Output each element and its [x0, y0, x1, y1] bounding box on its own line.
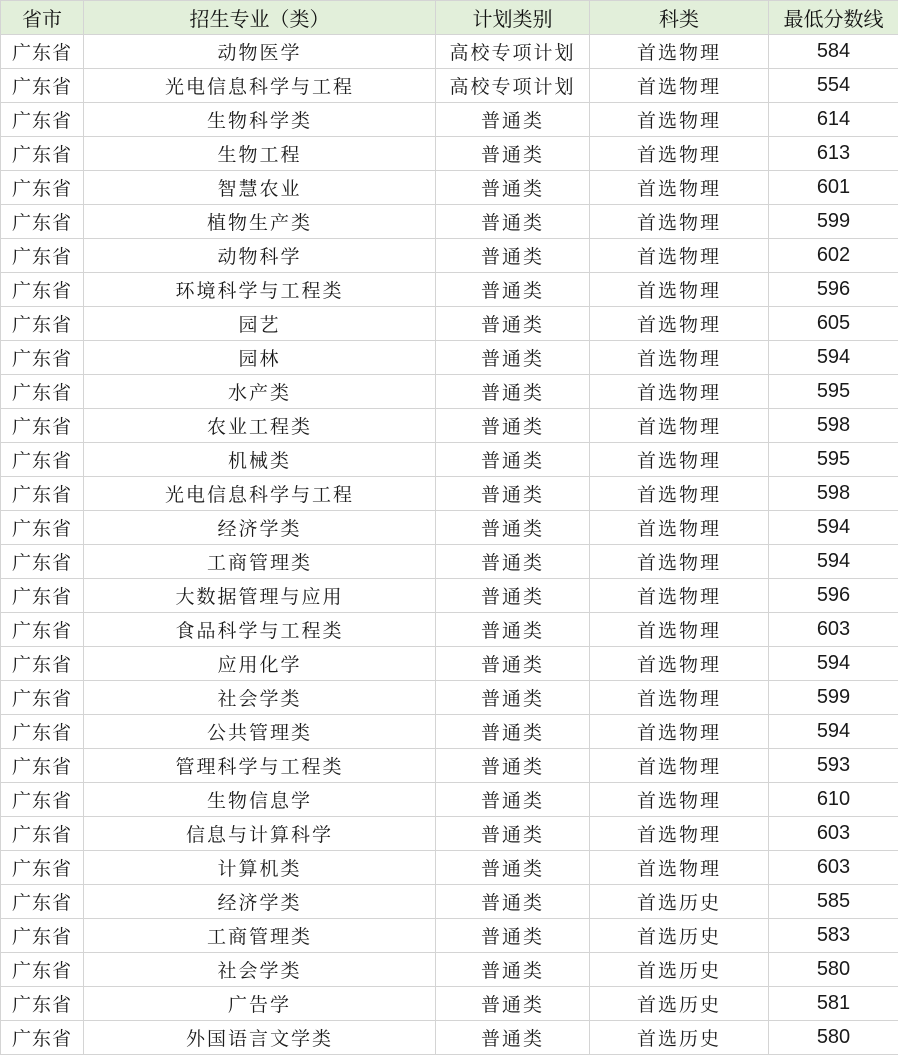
cell-min-score: 554: [769, 69, 898, 103]
cell-province: 广东省: [1, 375, 84, 409]
cell-min-score: 596: [769, 273, 898, 307]
cell-plan-type: 普通类: [436, 613, 590, 647]
cell-major: 管理科学与工程类: [84, 749, 436, 783]
cell-province: 广东省: [1, 443, 84, 477]
cell-major: 植物生产类: [84, 205, 436, 239]
cell-min-score: 594: [769, 647, 898, 681]
cell-major: 智慧农业: [84, 171, 436, 205]
cell-province: 广东省: [1, 749, 84, 783]
cell-subject: 首选物理: [590, 137, 769, 171]
table-row: [1, 987, 898, 1021]
cell-min-score: 603: [769, 851, 898, 885]
cell-plan-type: 普通类: [436, 1021, 590, 1055]
header-province: 省市: [1, 1, 84, 35]
cell-province: 广东省: [1, 987, 84, 1021]
cell-province: 广东省: [1, 1021, 84, 1055]
table-row: [1, 681, 898, 715]
cell-min-score: 594: [769, 545, 898, 579]
cell-province: 广东省: [1, 511, 84, 545]
cell-plan-type: 普通类: [436, 273, 590, 307]
cell-province: 广东省: [1, 953, 84, 987]
table-row: [1, 375, 898, 409]
cell-province: 广东省: [1, 69, 84, 103]
cell-province: 广东省: [1, 545, 84, 579]
cell-major: 社会学类: [84, 953, 436, 987]
cell-plan-type: 普通类: [436, 103, 590, 137]
cell-min-score: 585: [769, 885, 898, 919]
cell-major: 社会学类: [84, 681, 436, 715]
cell-subject: 首选物理: [590, 443, 769, 477]
table-row: [1, 171, 898, 205]
cell-major: 园艺: [84, 307, 436, 341]
table-row: [1, 103, 898, 137]
table-row: [1, 817, 898, 851]
cell-subject: 首选物理: [590, 647, 769, 681]
cell-major: 园林: [84, 341, 436, 375]
table-row: [1, 613, 898, 647]
cell-major: 生物工程: [84, 137, 436, 171]
cell-subject: 首选物理: [590, 783, 769, 817]
cell-subject: 首选物理: [590, 69, 769, 103]
cell-subject: 首选物理: [590, 239, 769, 273]
cell-subject: 首选历史: [590, 987, 769, 1021]
cell-major: 外国语言文学类: [84, 1021, 436, 1055]
table-row: [1, 409, 898, 443]
cell-plan-type: 普通类: [436, 987, 590, 1021]
cell-min-score: 594: [769, 511, 898, 545]
cell-min-score: 594: [769, 715, 898, 749]
cell-province: 广东省: [1, 851, 84, 885]
cell-subject: 首选物理: [590, 613, 769, 647]
cell-min-score: 605: [769, 307, 898, 341]
cell-min-score: 603: [769, 817, 898, 851]
cell-subject: 首选物理: [590, 307, 769, 341]
cell-subject: 首选物理: [590, 817, 769, 851]
cell-province: 广东省: [1, 681, 84, 715]
table-row: [1, 273, 898, 307]
cell-min-score: 610: [769, 783, 898, 817]
cell-major: 工商管理类: [84, 545, 436, 579]
cell-subject: 首选物理: [590, 103, 769, 137]
cell-min-score: 599: [769, 205, 898, 239]
cell-plan-type: 普通类: [436, 171, 590, 205]
cell-plan-type: 普通类: [436, 953, 590, 987]
cell-subject: 首选历史: [590, 919, 769, 953]
cell-subject: 首选物理: [590, 749, 769, 783]
cell-plan-type: 普通类: [436, 205, 590, 239]
cell-province: 广东省: [1, 613, 84, 647]
cell-province: 广东省: [1, 205, 84, 239]
cell-subject: 首选物理: [590, 579, 769, 613]
cell-min-score: 613: [769, 137, 898, 171]
cell-major: 广告学: [84, 987, 436, 1021]
cell-major: 大数据管理与应用: [84, 579, 436, 613]
cell-plan-type: 普通类: [436, 239, 590, 273]
table-row: [1, 307, 898, 341]
cell-plan-type: 普通类: [436, 919, 590, 953]
cell-province: 广东省: [1, 307, 84, 341]
cell-min-score: 603: [769, 613, 898, 647]
cell-major: 机械类: [84, 443, 436, 477]
cell-subject: 首选物理: [590, 171, 769, 205]
table-row: [1, 783, 898, 817]
cell-province: 广东省: [1, 341, 84, 375]
cell-major: 光电信息科学与工程: [84, 477, 436, 511]
cell-min-score: 581: [769, 987, 898, 1021]
table-row: [1, 715, 898, 749]
cell-major: 食品科学与工程类: [84, 613, 436, 647]
cell-min-score: 594: [769, 341, 898, 375]
header-major: 招生专业（类）: [84, 1, 436, 35]
cell-min-score: 595: [769, 443, 898, 477]
cell-major: 水产类: [84, 375, 436, 409]
cell-min-score: 598: [769, 409, 898, 443]
header-row: [1, 1, 898, 35]
cell-plan-type: 普通类: [436, 783, 590, 817]
cell-min-score: 593: [769, 749, 898, 783]
cell-major: 应用化学: [84, 647, 436, 681]
cell-province: 广东省: [1, 273, 84, 307]
cell-subject: 首选物理: [590, 681, 769, 715]
table-row: [1, 205, 898, 239]
cell-major: 公共管理类: [84, 715, 436, 749]
cell-plan-type: 普通类: [436, 511, 590, 545]
cell-min-score: 601: [769, 171, 898, 205]
cell-min-score: 595: [769, 375, 898, 409]
cell-min-score: 580: [769, 1021, 898, 1055]
cell-min-score: 583: [769, 919, 898, 953]
cell-min-score: 580: [769, 953, 898, 987]
cell-province: 广东省: [1, 647, 84, 681]
header-plan-type: 计划类别: [436, 1, 590, 35]
table-row: [1, 239, 898, 273]
table-row: [1, 647, 898, 681]
table-row: [1, 443, 898, 477]
cell-province: 广东省: [1, 817, 84, 851]
cell-subject: 首选物理: [590, 477, 769, 511]
cell-province: 广东省: [1, 919, 84, 953]
cell-plan-type: 普通类: [436, 137, 590, 171]
cell-subject: 首选历史: [590, 1021, 769, 1055]
cell-min-score: 598: [769, 477, 898, 511]
cell-major: 工商管理类: [84, 919, 436, 953]
cell-plan-type: 普通类: [436, 307, 590, 341]
table-row: [1, 511, 898, 545]
cell-plan-type: 普通类: [436, 477, 590, 511]
cell-plan-type: 普通类: [436, 885, 590, 919]
cell-plan-type: 普通类: [436, 341, 590, 375]
cell-major: 信息与计算科学: [84, 817, 436, 851]
table-row: [1, 885, 898, 919]
table-header: [1, 1, 898, 35]
cell-subject: 首选物理: [590, 851, 769, 885]
cell-subject: 首选历史: [590, 885, 769, 919]
cell-plan-type: 普通类: [436, 409, 590, 443]
cell-plan-type: 高校专项计划: [436, 35, 590, 69]
cell-subject: 首选物理: [590, 341, 769, 375]
cell-plan-type: 普通类: [436, 375, 590, 409]
cell-plan-type: 普通类: [436, 817, 590, 851]
cell-plan-type: 普通类: [436, 851, 590, 885]
cell-major: 生物科学类: [84, 103, 436, 137]
cell-subject: 首选历史: [590, 953, 769, 987]
cell-plan-type: 普通类: [436, 579, 590, 613]
table-row: [1, 69, 898, 103]
cell-plan-type: 普通类: [436, 443, 590, 477]
cell-province: 广东省: [1, 477, 84, 511]
table-row: [1, 579, 898, 613]
cell-province: 广东省: [1, 885, 84, 919]
cell-major: 生物信息学: [84, 783, 436, 817]
cell-major: 光电信息科学与工程: [84, 69, 436, 103]
table-row: [1, 35, 898, 69]
cell-major: 经济学类: [84, 885, 436, 919]
cell-major: 经济学类: [84, 511, 436, 545]
cell-min-score: 599: [769, 681, 898, 715]
cell-plan-type: 普通类: [436, 647, 590, 681]
cell-min-score: 614: [769, 103, 898, 137]
table-row: [1, 341, 898, 375]
table-row: [1, 851, 898, 885]
cell-subject: 首选物理: [590, 715, 769, 749]
cell-min-score: 596: [769, 579, 898, 613]
table-row: [1, 477, 898, 511]
cell-plan-type: 普通类: [436, 681, 590, 715]
cell-plan-type: 普通类: [436, 749, 590, 783]
table-body: [1, 35, 898, 1055]
table-row: [1, 137, 898, 171]
cell-subject: 首选物理: [590, 409, 769, 443]
cell-min-score: 584: [769, 35, 898, 69]
header-subject: 科类: [590, 1, 769, 35]
table-row: [1, 749, 898, 783]
cell-major: 动物科学: [84, 239, 436, 273]
cell-province: 广东省: [1, 579, 84, 613]
cell-province: 广东省: [1, 171, 84, 205]
cell-subject: 首选物理: [590, 205, 769, 239]
cell-province: 广东省: [1, 35, 84, 69]
table-row: [1, 545, 898, 579]
table-row: [1, 919, 898, 953]
cell-province: 广东省: [1, 239, 84, 273]
cell-plan-type: 高校专项计划: [436, 69, 590, 103]
cell-major: 计算机类: [84, 851, 436, 885]
cell-major: 环境科学与工程类: [84, 273, 436, 307]
header-min-score: 最低分数线: [769, 1, 898, 35]
cell-subject: 首选物理: [590, 511, 769, 545]
cell-subject: 首选物理: [590, 545, 769, 579]
cell-subject: 首选物理: [590, 375, 769, 409]
table-row: [1, 1021, 898, 1055]
cell-subject: 首选物理: [590, 273, 769, 307]
cell-plan-type: 普通类: [436, 715, 590, 749]
cell-province: 广东省: [1, 409, 84, 443]
cell-subject: 首选物理: [590, 35, 769, 69]
cell-plan-type: 普通类: [436, 545, 590, 579]
cell-major: 农业工程类: [84, 409, 436, 443]
cell-min-score: 602: [769, 239, 898, 273]
table-row: [1, 953, 898, 987]
cell-province: 广东省: [1, 715, 84, 749]
cell-major: 动物医学: [84, 35, 436, 69]
cell-province: 广东省: [1, 137, 84, 171]
cell-province: 广东省: [1, 103, 84, 137]
cell-province: 广东省: [1, 783, 84, 817]
